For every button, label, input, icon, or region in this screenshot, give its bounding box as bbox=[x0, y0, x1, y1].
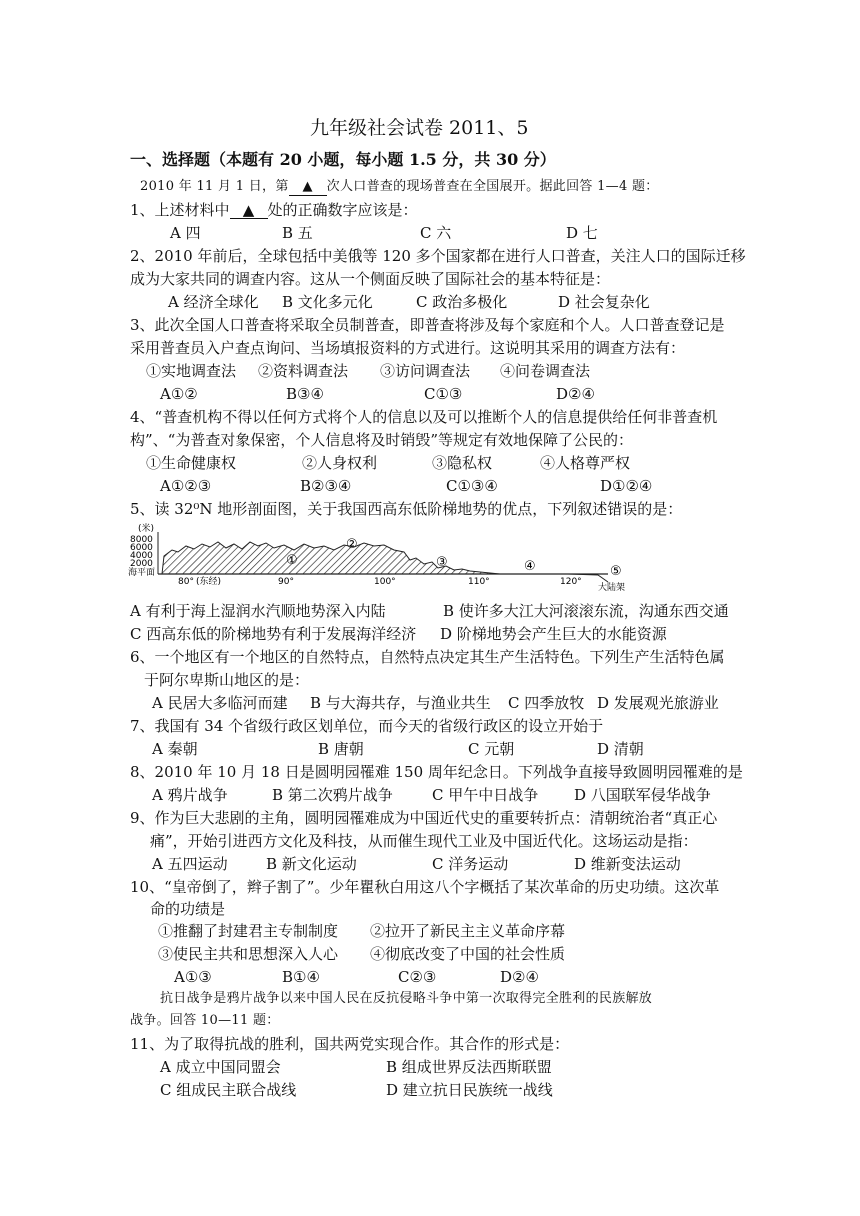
q7-option-b[interactable]: B 唐朝 bbox=[318, 740, 364, 758]
q4-item-1: ①生命健康权 bbox=[146, 454, 237, 472]
q10-item-2: ②拉开了新民主主义革命序幕 bbox=[370, 922, 566, 940]
x-label-100: 100° bbox=[374, 577, 396, 587]
q6-option-c[interactable]: C 四季放牧 bbox=[508, 694, 585, 712]
q4-item-4: ④人格尊严权 bbox=[540, 454, 631, 472]
terrain-profile-shape bbox=[162, 542, 500, 574]
q9-option-b[interactable]: B 新文化运动 bbox=[266, 855, 357, 873]
q10-option-b[interactable]: B①④ bbox=[282, 968, 320, 986]
q3-item-3: ③访问调查法 bbox=[380, 362, 471, 380]
q3-item-2: ②资料调查法 bbox=[258, 362, 349, 380]
q6-option-d[interactable]: D 发展观光旅游业 bbox=[597, 694, 719, 712]
x-label-east: (东经) bbox=[196, 577, 222, 587]
q8-option-c[interactable]: C 甲午中日战争 bbox=[432, 786, 539, 804]
q6-option-a[interactable]: A 民居大多临河而建 bbox=[152, 694, 288, 712]
q3-item-4: ④问卷调查法 bbox=[500, 362, 591, 380]
sea-level-label: 海平面 bbox=[128, 568, 156, 578]
q2-option-d[interactable]: D 社会复杂化 bbox=[558, 293, 650, 311]
intro-text-post: 次人口普查的现场普查在全国展开。据此回答 1—4 题： bbox=[326, 179, 659, 194]
q9-option-a[interactable]: A 五四运动 bbox=[152, 855, 228, 873]
q7-option-a[interactable]: A 秦朝 bbox=[152, 740, 198, 758]
intro-census bbox=[140, 177, 659, 197]
intro-anti-japanese-war-line-1: 抗日战争是鸦片战争以来中国人民在反抗侵略斗争中第一次取得完全胜利的民族解放 bbox=[160, 991, 653, 1006]
profile-point-2: ② bbox=[346, 537, 358, 552]
y-tick-6000: 6000 bbox=[130, 543, 153, 553]
question-6-line-1: 6、一个地区有一个地区的自然特点，自然特点决定其生产生活特色。下列生产生活特色属 bbox=[130, 648, 725, 666]
profile-point-4: ④ bbox=[524, 559, 536, 574]
q2-option-b[interactable]: B 文化多元化 bbox=[282, 293, 373, 311]
q3-option-b[interactable]: B③④ bbox=[286, 385, 324, 403]
q8-option-d[interactable]: D 八国联军侵华战争 bbox=[574, 786, 711, 804]
profile-point-1: ① bbox=[286, 553, 298, 568]
q8-option-b[interactable]: B 第二次鸦片战争 bbox=[272, 786, 393, 804]
q3-item-1: ①实地调查法 bbox=[146, 362, 237, 380]
q3-option-d[interactable]: D②④ bbox=[556, 385, 595, 403]
q5-option-c[interactable]: C 西高东低的阶梯地势有利于发展海洋经济 bbox=[130, 625, 417, 643]
q9-option-d[interactable]: D 维新变法运动 bbox=[574, 855, 681, 873]
y-tick-8000: 8000 bbox=[130, 535, 153, 545]
q5-option-a[interactable]: A 有利于海上湿润水汽顺地势深入内陆 bbox=[130, 602, 386, 620]
question-2-line-2: 成为大家共同的调查内容。这从一个侧面反映了国际社会的基本特征是： bbox=[130, 270, 611, 288]
q1-option-d[interactable]: D 七 bbox=[566, 224, 598, 242]
q3-option-c[interactable]: C①③ bbox=[424, 385, 463, 403]
q11-option-a[interactable]: A 成立中国同盟会 bbox=[160, 1058, 281, 1076]
q10-item-1: ①推翻了封建君主专制制度 bbox=[158, 922, 339, 940]
question-9-line-2: 痛”，开始引进西方文化及科技，从而催生现代工业及中国近代化。这场运动是指： bbox=[150, 832, 698, 850]
q4-option-d[interactable]: D①②④ bbox=[600, 477, 653, 495]
q7-option-d[interactable]: D 清朝 bbox=[597, 740, 644, 758]
question-2-line-1: 2、2010 年前后，全球包括中美俄等 120 多个国家都在进行人口普查，关注人口的国际迁移 bbox=[130, 247, 746, 265]
q5-option-d[interactable]: D 阶梯地势会产生巨大的水能资源 bbox=[440, 625, 667, 643]
q10-option-d[interactable]: D②④ bbox=[500, 968, 539, 986]
q9-option-c[interactable]: C 洋务运动 bbox=[432, 855, 509, 873]
question-1-pre: 1、上述材料中 bbox=[130, 201, 230, 219]
question-11-line-1: 11、为了取得抗战的胜利，国共两党实现合作。其合作的形式是： bbox=[130, 1035, 570, 1053]
q11-option-c[interactable]: C 组成民主联合战线 bbox=[160, 1081, 297, 1099]
q11-option-d[interactable]: D 建立抗日民族统一战线 bbox=[386, 1081, 553, 1099]
question-10-line-2: 命的功绩是 bbox=[150, 900, 226, 918]
y-tick-4000: 4000 bbox=[130, 551, 153, 561]
question-4-line-1: 4、“普查机构不得以任何方式将个人的信息以及可以推断个人的信息提供给任何非普查机 bbox=[130, 408, 718, 426]
q1-option-c[interactable]: C 六 bbox=[420, 224, 452, 242]
q4-option-b[interactable]: B②③④ bbox=[300, 477, 352, 495]
q2-option-c[interactable]: C 政治多极化 bbox=[416, 293, 508, 311]
q4-item-2: ②人身权利 bbox=[302, 454, 378, 472]
q2-option-a[interactable]: A 经济全球化 bbox=[168, 293, 259, 311]
q10-option-c[interactable]: C②③ bbox=[398, 968, 437, 986]
question-3-line-2: 采用普查员入户查点询问、当场填报资料的方式进行。这说明其采用的调查方法有： bbox=[130, 339, 686, 357]
profile-point-3: ③ bbox=[436, 555, 448, 570]
intro-text-pre: 2010 年 11 月 1 日，第 bbox=[140, 179, 289, 194]
q1-option-a[interactable]: A 四 bbox=[170, 224, 201, 242]
question-8-line-1: 8、2010 年 10 月 18 日是圆明园罹难 150 周年纪念日。下列战争直接导致圆明园罹难的是 bbox=[130, 763, 743, 781]
question-9-line-1: 9、作为巨大悲剧的主角，圆明园罹难成为中国近代史的重要转折点：清朝统治者“真正心 bbox=[130, 809, 718, 827]
question-10-line-1: 10、“皇帝倒了，辫子割了”。少年瞿秋白用这八个字概括了某次革命的历史功绩。这次革 bbox=[130, 878, 720, 896]
terrain-profile-figure bbox=[128, 522, 648, 596]
q1-option-b[interactable]: B 五 bbox=[282, 224, 313, 242]
q11-option-b[interactable]: B 组成世界反法西斯联盟 bbox=[386, 1058, 552, 1076]
q10-option-a[interactable]: A①③ bbox=[174, 968, 212, 986]
question-3-line-1: 3、此次全国人口普查将采取全员制普查，即普查将涉及每个家庭和个人。人口普查登记是 bbox=[130, 316, 725, 334]
question-1-post: 处的正确数字应该是： bbox=[267, 201, 418, 219]
q4-option-c[interactable]: C①③④ bbox=[446, 477, 498, 495]
x-label-90: 90° bbox=[278, 577, 294, 587]
intro-anti-japanese-war-line-2: 战争。回答 10—11 题： bbox=[130, 1013, 280, 1028]
x-label-120: 120° bbox=[560, 577, 582, 587]
q5-option-b[interactable]: B 使许多大江大河滚滚东流，沟通东西交通 bbox=[443, 602, 729, 620]
q6-option-b[interactable]: B 与大海共存，与渔业共生 bbox=[310, 694, 491, 712]
question-6-line-2: 于阿尔卑斯山地区的是： bbox=[144, 671, 310, 689]
q7-option-c[interactable]: C 元朝 bbox=[468, 740, 515, 758]
q3-option-a[interactable]: A①② bbox=[160, 385, 198, 403]
page-title: 九年级社会试卷 2011、5 bbox=[310, 117, 529, 139]
continental-shelf-label: 大陆架 bbox=[598, 583, 626, 593]
profile-point-5: ⑤ bbox=[610, 564, 622, 579]
q10-item-4: ④彻底改变了中国的社会性质 bbox=[370, 945, 566, 963]
y-tick-2000: 2000 bbox=[130, 559, 153, 569]
blank-marker: ▲ bbox=[230, 202, 268, 219]
question-1 bbox=[130, 200, 418, 220]
question-7-line-1: 7、我国有 34 个省级行政区划单位，而今天的省级行政区的设立开始于 bbox=[130, 717, 604, 735]
question-5-line-1: 5、读 32⁰N 地形剖面图，关于我国西高东低阶梯地势的优点，下列叙述错误的是： bbox=[130, 500, 683, 518]
blank-marker: ▲ bbox=[289, 179, 327, 196]
x-label-110: 110° bbox=[468, 577, 490, 587]
x-label-80: 80° bbox=[178, 577, 194, 587]
section-heading: 一、选择题（本题有 20 小题，每小题 1.5 分，共 30 分） bbox=[130, 150, 556, 169]
y-unit-label: (米) bbox=[138, 524, 155, 534]
q4-item-3: ③隐私权 bbox=[432, 454, 493, 472]
question-4-line-2: 构”、“为普查对象保密，个人信息将及时销毁”等规定有效地保障了公民的： bbox=[130, 431, 634, 449]
q10-item-3: ③使民主共和思想深入人心 bbox=[158, 945, 339, 963]
q4-option-a[interactable]: A①②③ bbox=[160, 477, 212, 495]
q8-option-a[interactable]: A 鸦片战争 bbox=[152, 786, 228, 804]
